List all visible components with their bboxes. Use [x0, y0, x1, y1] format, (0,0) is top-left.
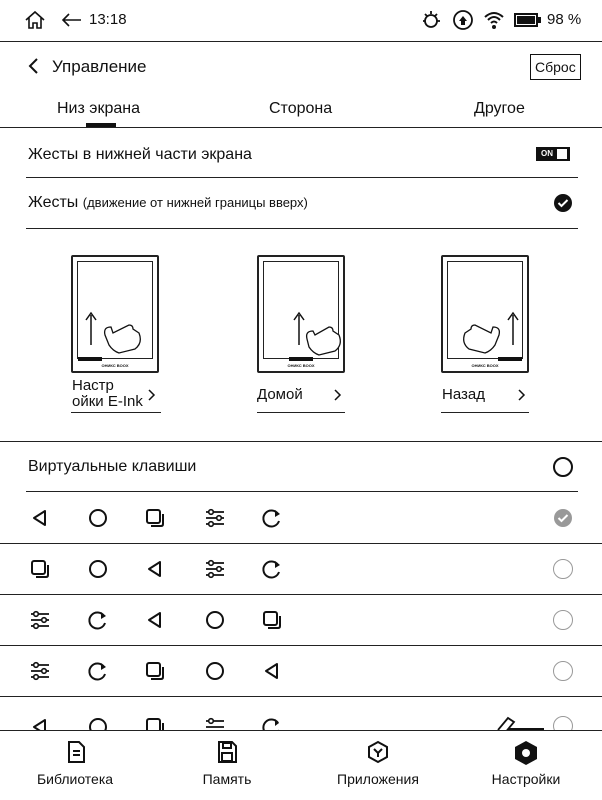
home-circle-icon	[87, 716, 109, 730]
gestures-option-row[interactable]	[26, 193, 578, 215]
battery-icon	[514, 12, 542, 28]
home-icon[interactable]	[24, 9, 46, 31]
gesture-card-eink[interactable]: ОНИКС BOOX	[71, 255, 159, 373]
bottom-nav	[0, 730, 602, 800]
divider	[0, 645, 602, 646]
reset-button[interactable]: Сброс	[530, 54, 581, 80]
tab-bottom-screen[interactable]: Низ экрана	[57, 100, 140, 117]
layout-radio[interactable]	[553, 661, 573, 681]
recent-apps-icon	[144, 507, 166, 529]
library-icon	[65, 740, 87, 764]
nav-apps[interactable]: Приложения	[330, 731, 426, 800]
gesture-card-home-label[interactable]: Домой	[257, 386, 303, 403]
divider	[26, 491, 578, 492]
virtual-keys-radio[interactable]	[553, 457, 573, 477]
recent-apps-icon	[261, 609, 283, 631]
layout-radio[interactable]	[553, 716, 573, 730]
virtual-keys-layout-row[interactable]	[0, 609, 602, 631]
recent-apps-icon	[29, 558, 51, 580]
tab-side[interactable]: Сторона	[269, 100, 333, 117]
home-circle-icon	[204, 609, 226, 631]
battery-percent: 98 %	[547, 11, 582, 28]
back-arrow-icon[interactable]	[60, 12, 82, 28]
refresh-icon	[261, 558, 283, 580]
nav-storage[interactable]: Память	[182, 731, 272, 800]
virtual-keys-layout-row[interactable]	[0, 558, 602, 580]
selected-check-icon[interactable]	[553, 193, 573, 213]
storage-icon	[216, 740, 238, 764]
bottom-gestures-label: Жесты в нижней части экрана	[28, 146, 252, 163]
gesture-card-back-label[interactable]: Назад	[442, 386, 485, 403]
sliders-icon	[204, 558, 226, 580]
divider	[0, 696, 602, 697]
sync-icon[interactable]	[452, 9, 474, 31]
back-icon	[144, 558, 166, 580]
layout-radio[interactable]	[553, 610, 573, 630]
virtual-keys-layout-row[interactable]	[0, 507, 602, 529]
gestures-option-sublabel: (движение от нижней границы вверх)	[82, 195, 308, 210]
tab-bar	[0, 90, 602, 128]
divider	[26, 228, 578, 229]
recent-apps-icon	[144, 716, 166, 730]
frontlight-icon[interactable]	[420, 9, 442, 31]
nav-settings[interactable]: Настройки	[480, 731, 572, 800]
sliders-icon	[204, 716, 226, 730]
back-chevron-icon[interactable]	[27, 57, 39, 75]
refresh-icon	[87, 660, 109, 682]
gestures-option-label: Жесты	[28, 194, 79, 211]
page-title: Управление	[52, 57, 147, 76]
chevron-right-icon	[334, 389, 342, 401]
home-circle-icon	[204, 660, 226, 682]
divider	[0, 543, 602, 544]
gesture-card-home[interactable]: ОНИКС BOOX	[257, 255, 345, 373]
home-circle-icon	[87, 558, 109, 580]
nav-library[interactable]: Библиотека	[30, 731, 120, 800]
apps-icon	[366, 740, 390, 764]
refresh-icon	[261, 716, 283, 730]
sliders-icon	[29, 609, 51, 631]
virtual-keys-row[interactable]	[26, 457, 578, 479]
wifi-icon[interactable]	[483, 9, 505, 31]
chevron-right-icon	[148, 389, 156, 401]
page-header	[0, 42, 602, 90]
sliders-icon	[29, 660, 51, 682]
bottom-gestures-toggle[interactable]: ON	[536, 147, 570, 161]
active-tab-indicator	[86, 123, 116, 127]
refresh-icon	[261, 507, 283, 529]
virtual-keys-layout-row[interactable]	[0, 660, 602, 682]
divider	[0, 594, 602, 595]
chevron-right-icon	[518, 389, 526, 401]
gesture-card-back[interactable]: ОНИКС BOOX	[441, 255, 529, 373]
back-icon	[29, 507, 51, 529]
tab-other[interactable]: Другое	[474, 100, 525, 117]
refresh-icon	[87, 609, 109, 631]
recent-apps-icon	[144, 660, 166, 682]
divider	[26, 177, 578, 178]
sliders-icon	[204, 507, 226, 529]
status-time: 13:18	[89, 11, 127, 28]
bottom-gestures-row[interactable]	[26, 145, 578, 165]
back-icon	[261, 660, 283, 682]
selected-check-icon[interactable]	[553, 508, 573, 528]
virtual-keys-label: Виртуальные клавиши	[28, 458, 197, 475]
back-icon	[29, 716, 51, 730]
back-icon	[144, 609, 166, 631]
settings-icon	[513, 740, 539, 766]
section-divider	[0, 441, 602, 442]
status-bar	[0, 0, 602, 42]
layout-radio[interactable]	[553, 559, 573, 579]
gesture-card-eink-label[interactable]: Настр ойки E-Ink	[72, 377, 143, 410]
home-circle-icon	[87, 507, 109, 529]
